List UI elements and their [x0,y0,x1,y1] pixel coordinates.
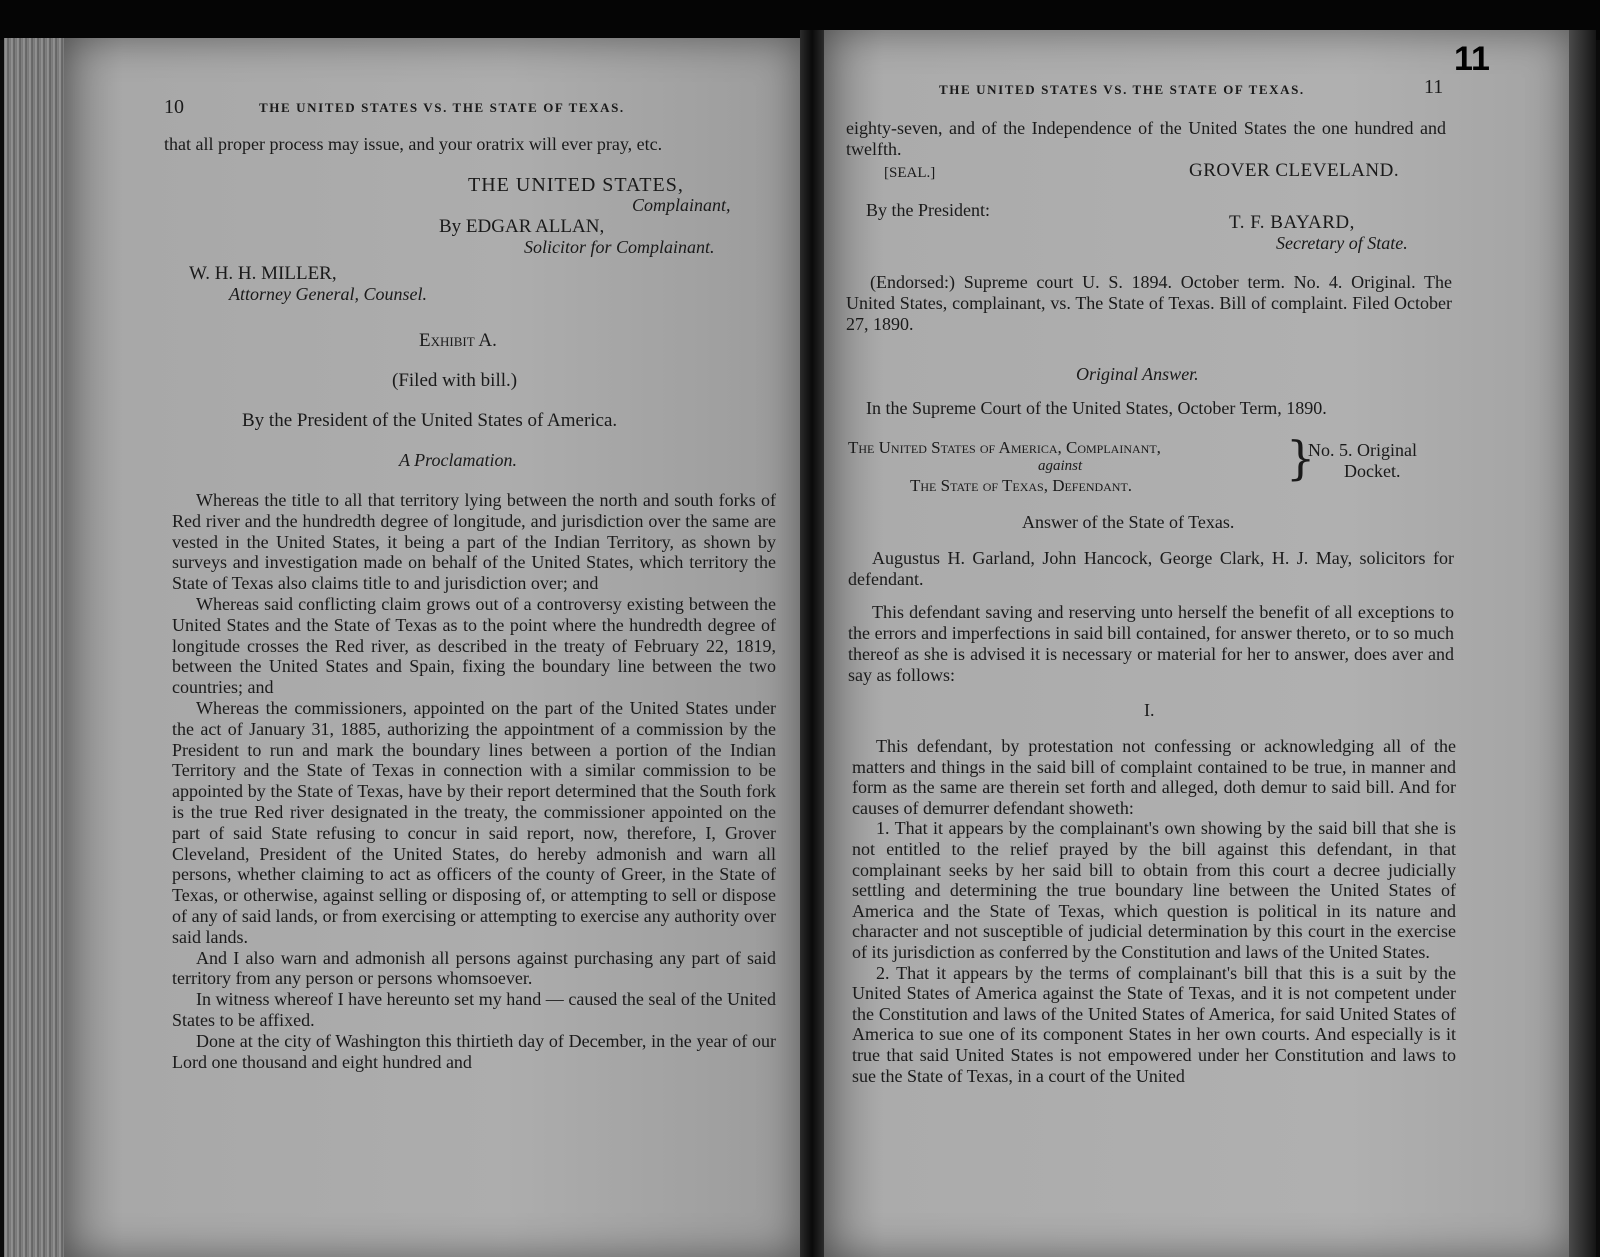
by-president: By the President: [866,200,990,220]
page-stamp: 11 [1454,40,1490,78]
left-opening [164,134,778,155]
answer-title: Original Answer. [1076,364,1199,384]
caption-against: against [1038,458,1083,474]
right-running-head: THE UNITED STATES VS. THE STATE OF TEXAS. [939,82,1305,97]
proclamation-paragraph: Whereas the commissioners, appointed on the part of the United States under the act of January 31, 1885, authorizing the appointment of a commission by the President to run and mark the boundary lines between a portion of the Indian Territory and the State of Texas in connection with a similar commission to be appointed by the State of Texas, have by their report determined that the South fork is the true Red river designated in the treaty, the commissioner appointed on the part of said State refusing to concur in said report, now, therefore, I, Grover Cleveland, President of the United States, do hereby admonish and warn all persons, whether claiming to act as officers of the county of Greer, in the State of Texas, or otherwise, against selling or disposing of, or attempting to sell or dispose of any of said lands, or from exercising or attempting to exercise any authority over said lands. [172,697,776,947]
signature-party: THE UNITED STATES, [468,174,684,196]
seal-mark: [SEAL.] [884,165,936,181]
opening-text: that all proper process may issue, and your oratrix will ever pray, etc. [164,134,663,154]
court-line: In the Supreme Court of the United States, October Term, 1890. [866,398,1327,418]
proclamation-heading: By the President of the United States of America. [242,410,618,431]
demurrer-body [852,736,1456,1086]
open-book [4,30,1596,1257]
exhibit-note: (Filed with bill.) [392,370,518,391]
exhibit-title: Exhibit A. [419,330,497,351]
solicitors [848,548,1454,590]
section-number: I. [1144,700,1155,720]
caption-docket-2: Docket. [1344,461,1401,481]
president-signature: GROVER CLEVELAND. [1189,160,1400,181]
answer-heading: Answer of the State of Texas. [1022,512,1235,532]
answer-intro [848,602,1454,686]
right-page-number: 11 [1424,76,1444,98]
endorsement [846,272,1452,335]
caption-docket-1: No. 5. Original [1308,440,1417,460]
demurrer-paragraph: This defendant, by protestation not confessing or acknowledging all of the matters and things in the said bill of complaint contained to be true, in manner and form as the same are therein set forth and alleged, doth demur to said bill. And for causes of demurrer defendant showeth: [852,736,1456,818]
signature-party-role: Complainant, [632,195,731,215]
counsel-name: W. H. H. MILLER, [189,263,337,284]
caption-defendant: The State of Texas, Defendant. [910,476,1133,495]
caption-plaintiff: The United States of America, Complainant, [848,438,1161,457]
proclamation-paragraph: In witness whereof I have hereunto set my hand — caused the seal of the United States to be affixed. [172,989,776,1030]
counsel-role: Attorney General, Counsel. [229,284,427,304]
endorsement-text: (Endorsed:) Supreme court U. S. 1894. October term. No. 4. Original. The United States, complainant, vs. The State of Texas. Bill of complaint. Filed October 27, 1890. [846,272,1452,334]
proclamation-paragraph: And I also warn and admonish all persons against purchasing any part of said territory from any person or persons whomsoever. [172,947,776,989]
solicitors-text: Augustus H. Garland, John Hancock, George Clark, H. J. May, solicitors for defendant. [848,548,1454,589]
secretary-role: Secretary of State. [1276,233,1408,253]
right-page [824,30,1569,1257]
proclamation-paragraph: Whereas said conflicting claim grows out of a controversy existing between the United States and the State of Texas as to the point where the hundredth degree of longitude crosses the Red river, as described in the treaty of February 22, 1819, between the United States and Spain, fixing the boundary line between the two countries; and [172,593,776,698]
continuation-text: eighty-seven, and of the Independence of the United States the one hundred and twelfth. [846,118,1446,159]
left-page [64,38,800,1257]
book-gutter [800,30,824,1257]
signature-by: By EDGAR ALLAN, [439,216,605,237]
caption-brace: } [1286,431,1316,485]
left-page-number: 10 [164,96,184,118]
secretary-name: T. F. BAYARD, [1229,212,1355,233]
signature-by-role: Solicitor for Complainant. [524,237,715,257]
proclamation-paragraph: Done at the city of Washington this thirtieth day of December, in the year of our Lord one thousand and eight hundred and [172,1030,776,1072]
demurrer-paragraph: 2. That it appears by the terms of complainant's bill that this is a suit by the United States of America against the State of Texas, and it is not competent under the Constitution and laws of the United States of America, for said United States of America to sue one of its component States in her own courts. And especially is it true that said United States is not empowered under her Constitution and laws to sue the State of Texas, in a court of the United [852,962,1456,1086]
proclamation-body [172,490,776,1072]
proclamation-paragraph: Whereas the title to all that territory lying between the north and south forks of Red river and the hundredth degree of longitude, and jurisdiction over the same are vested in the United States, it being a part of the Indian Territory, as shown by surveys and investigation made on behalf of the United States, which territory the State of Texas also claims title to and jurisdiction over; and [172,490,776,594]
right-continuation [846,118,1446,160]
demurrer-paragraph: 1. That it appears by the complainant's own showing by the said bill that she is not entitled to the relief prayed by the bill against this defendant, in that complainant seeks by her said bill to obtain from this court a decree judicially settling and determining the true boundary line between the United States of America and the State of Texas, which question is political in its nature and character and not susceptible of judicial determination by this court in the exercise of its jurisdiction as conferred by the Constitution and laws of the United States. [852,818,1456,962]
proclamation-title: A Proclamation. [399,450,517,470]
page-stack-edge [4,38,66,1257]
intro-text: This defendant saving and reserving unto herself the benefit of all exceptions to the errors and imperfections in said bill contained, for answer thereto, or to so much thereof as she is advised it is necessary or material for her to answer, does aver and say as follows: [848,602,1454,685]
left-running-head: THE UNITED STATES VS. THE STATE OF TEXAS. [259,100,625,115]
right-page-edge [1569,30,1596,1257]
